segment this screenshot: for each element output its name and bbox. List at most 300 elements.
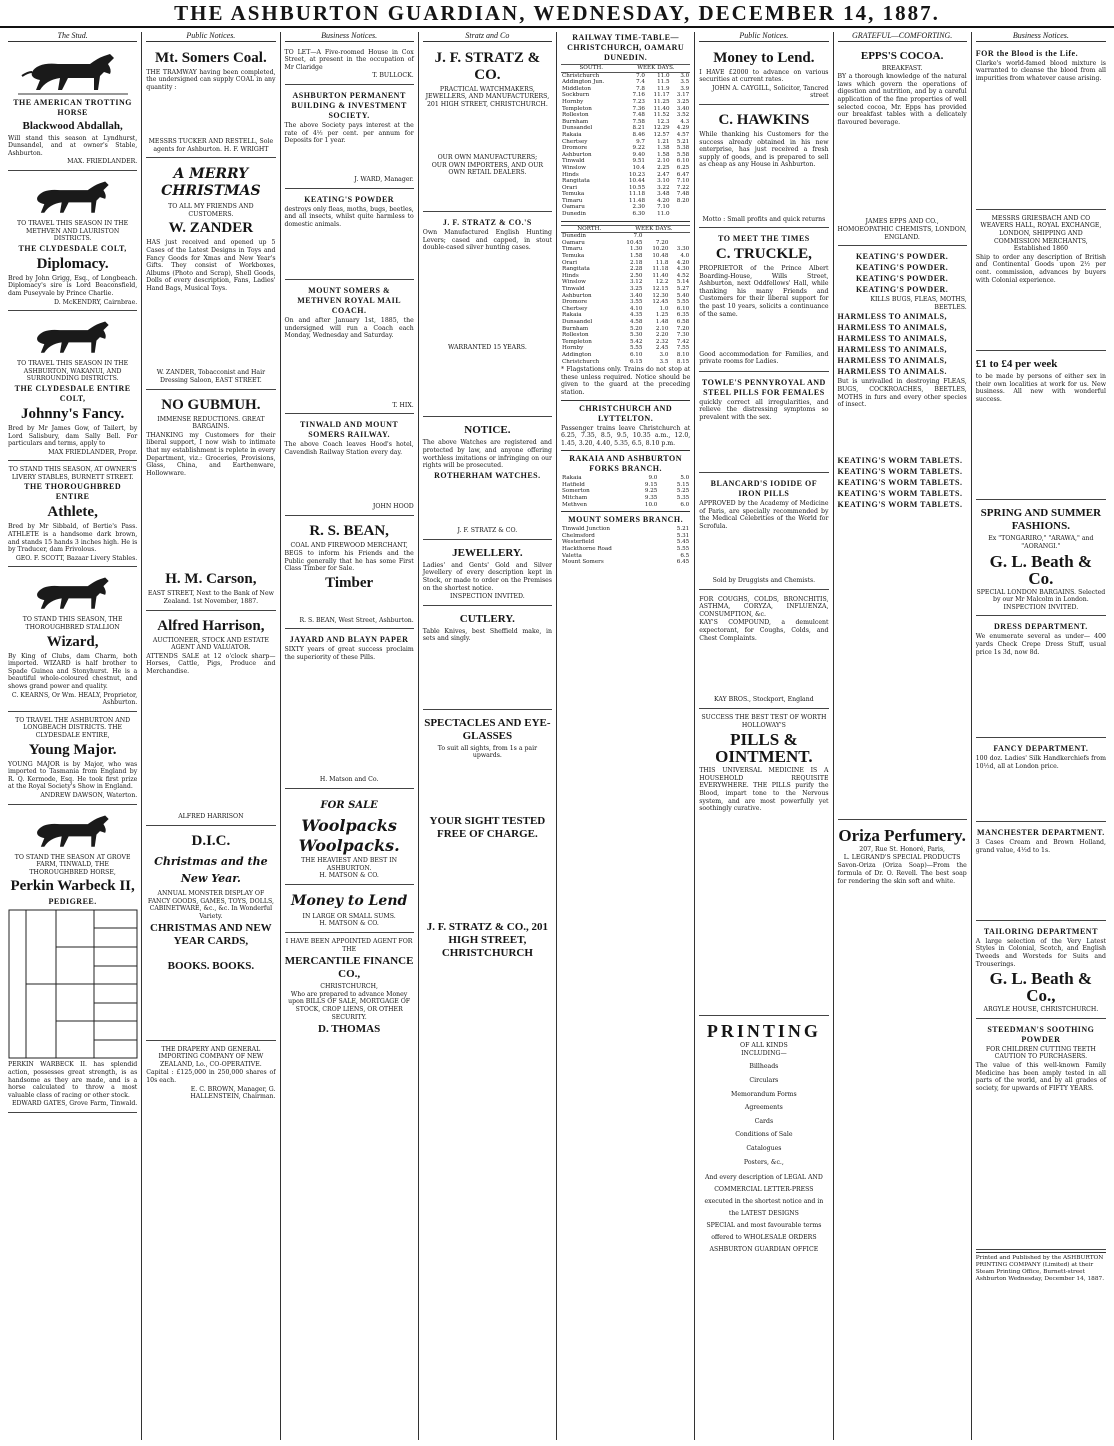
ad-body: 100 doz. Ladies' Silk Handkerchiefs from 10½d, all at London price. [975,755,1106,770]
ad-signature: EDWARD GATES, Grove Farm, Tinwald. [11,1100,138,1108]
station-name: Sockburn [562,92,590,99]
departure-time: 7.20 [676,325,690,332]
ad-steedman [976,1021,1106,1250]
ad-keating [285,191,414,280]
departure-time: 2.28 [629,266,643,273]
timetable-row [561,152,690,159]
ad-subtitle: 207, Rue St. Honoré, Paris, [859,846,945,854]
ad-name: OUR OWN MANUFACTURERS; [437,153,538,161]
departure-time: 12.15 [652,286,669,292]
ad-body: On and after January 1st, 1885, the undersigned will run a Coach each Monday, Wednesday and Saturday. [284,317,414,340]
worm-line: KEATING'S WORM TABLETS. [837,489,963,499]
column-railway [557,32,695,1440]
horse-name: Athlete, [47,504,98,521]
horse-name: Blackwood Abdallah, [22,119,123,132]
timetable-row [561,502,690,509]
printing-item: Posters, &c., [743,1158,784,1166]
printer-imprint: Printed and Published by the ASHBURTON PRINTING COMPANY (Limited) at their Steam Printing Office, Burnett-street Ashburton Wednesday, December 14, 1887. [976,1252,1106,1283]
ad-epps-cocoa [838,45,967,247]
branch-lyttelton-body: Passenger trains leave Christchurch at 6.25, 7.35, 8.5, 9.5, 10.35 a.m., 12.0, 1.45, 3.20, 4.40, 5.35, 6.5, 8.10 p.m. [561,424,691,447]
ad-stratz-main [423,45,552,213]
ad-blancard [699,475,828,590]
departure-time: 8.46 [632,131,645,138]
station-name: Methven [562,501,587,508]
ad-title: Money to Lend. [713,49,815,66]
ad-subtitle: BREAKFAST. [881,64,923,72]
column-business-notices-2 [972,32,1110,1440]
ad-title: KEATING'S POWDER [304,194,395,204]
timetable-row [561,299,690,306]
departure-time: 7.0 [633,233,643,240]
timetable-row [561,546,690,553]
ad-title: THE AMERICAN TROTTING HORSE [13,97,133,117]
departure-time [671,211,691,218]
timetable-south [561,64,690,218]
departure-time: 6.10 [676,305,690,312]
departure-time: 6.30 [632,211,645,218]
timetable-rakaia [561,475,690,508]
ad-body: Table Knives, best Sheffield make, in sets and singly. [422,627,552,643]
departure-time: 4.57 [676,131,690,138]
ad-title: TO STAND THE SEASON AT GROVE FARM, TINWALD, THE THOROUGHBRED HORSE, [14,853,131,876]
printing-item: Cards [754,1117,774,1125]
timetable-row [561,211,690,218]
departure-time [669,233,690,240]
departure-time: 2.18 [629,259,643,266]
ad-body: Who are prepared to advance Money upon BILLS OF SALE, MORTGAGE OF STOCK, CROP LIENS, OR OTHER SECURITY. [288,990,411,1021]
ad-body: HAS just received and opened up 5 Cases of the Latest Designs in Toys and Fancy Goods for Xmas and New Year's Gifts. They consist of Workboxes, Albums (Photo and Scrap), Shell Goods, Dolls of every description, Fans, Ladies' Hand Bags, Musical Toys. [146,239,276,292]
station-name: Chertsey [562,305,588,312]
ad-mercantile-finance [285,935,414,1042]
ad-signature: Motto : Small profits and quick returns [702,215,826,223]
ad-body: ATTENDS SALE at 12 o'clock sharp—Horses, Cattle, Pigs, Produce and Merchandise. [146,652,276,676]
keating-line: KEATING'S POWDER. [855,263,949,273]
departure-time: 3.25 [629,286,643,292]
ad-body: A large selection of the Very Latest Styles in Colonial, Scotch, and English Tweeds and Worsteds for Suits and Trouserings. [975,937,1106,968]
timetable-row [561,72,690,79]
station-name: Burnham [562,325,589,332]
ad-name: G. L. Beath & Co., [989,969,1093,1006]
horse-name: Wizard, [46,633,99,650]
timetable-row [561,253,690,260]
ad-title: TO TRAVEL THIS SEASON IN THE ASHBURTON, WAKANUI, AND SURROUNDING DISTRICTS. [17,360,129,383]
departure-time: 5.40 [676,292,690,299]
departure-time: 1.58 [629,253,643,260]
station-name: Middleton [562,85,591,92]
branch-lyttelton-title: CHRISTCHURCH AND LYTTELTON. [579,403,673,423]
ad-title: NO GUBMUH. [161,396,261,413]
ad-body: The above Coach leaves Hood's hotel, Cavendish Railway Station every day. [284,441,414,456]
harmless-line: HARMLESS TO ANIMALS, [837,356,948,366]
station-name: Oamaru [562,204,585,211]
departure-time: 2.25 [657,164,670,171]
ad-signature: Sold by Druggists and Chemists. [712,577,816,585]
ad-signature: J. F. STRATZ & CO. [457,527,518,535]
ad-title: Money to Lend [290,892,408,909]
branch-rakaia-title: RAKAIA AND ASHBURTON FORKS BRANCH. [569,454,682,474]
horse-illustration-icon [23,574,123,614]
timetable-row [561,339,690,346]
station-name: Temuka [562,253,585,260]
timetable-row [561,158,690,165]
ad-signature: ALFRED HARRISON [178,813,244,821]
ad-title: TAILORING DEPARTMENT [983,926,1098,936]
ad-athlete [8,463,137,567]
ad-tailoring-dept [976,923,1106,1019]
timetable-row [561,475,690,482]
ad-signature: T. BULLOCK. [372,72,414,80]
ad-carson [146,392,275,611]
price-list [146,92,275,138]
station-name: Dunsandel [562,318,593,325]
ad-name: INCLUDING— [741,1049,787,1057]
ad-title: TO TRAVEL THE ASHBURTON AND LONGBEACH DISTRICTS. THE CLYDESDALE ENTIRE, [15,716,131,739]
ad-body: to be made by persons of either sex in their own localities at work for us. New business. All new with wonderful success. [975,372,1106,403]
station-name: Hinds [562,171,579,178]
ad-beath-fashions [976,502,1106,616]
column-public-notices-2 [695,32,833,1440]
station-name: Addington [562,351,592,358]
departure-time: 7.55 [676,345,690,352]
pedigree-chart-icon [8,909,138,1059]
ad-body: THIS UNIVERSAL MEDICINE IS A HOUSEHOLD REQUISITE EVERYWHERE. THE PILLS purify the Blood, impart tone to the Nervous system, and are most powerfully yet soothingly curative. [699,767,829,813]
station-name: Burnham [562,118,589,125]
station-name: Orari [562,259,578,266]
ad-body: THE TRAMWAY having been completed, the undersigned can supply COAL in any quantity : [146,68,276,91]
timetable-row [561,319,690,326]
departure-time: 7.23 [632,98,645,105]
harmless-line: HARMLESS TO ANIMALS, [837,334,948,344]
ad-signature: OUR OWN IMPORTERS, AND OUR OWN RETAIL DEALERS. [431,161,544,177]
timetable-row [561,86,690,93]
departure-time: 10.48 [652,253,669,260]
station-name: Tinwald [562,158,585,165]
timetable-row [561,198,690,205]
ad-signature: WARRANTED 15 YEARS. [447,344,527,351]
departure-time: 11.17 [653,92,670,99]
station-name: Tinwald [562,286,585,292]
departure-time: 9.15 [644,481,658,488]
station-name: Hatfield [562,481,585,488]
ad-name: CAUTION TO PURCHASERS. [994,1053,1088,1061]
horse-name: Young Major. [28,741,117,758]
ad-body: Ladies' and Gents' Gold and Silver Jewellery of every description kept in Stock, or made to order on the Premises on the shortest notice. [422,561,552,592]
departure-time: 2.47 [657,171,670,178]
departure-time: 1.48 [655,318,669,325]
ad-subtitle: THE CLYDESDALE ENTIRE COLT, [14,383,131,403]
departure-time: 3.48 [657,191,670,198]
column-heading: Business Notices. [285,32,414,42]
departure-time: 12.3 [657,118,670,125]
ad-body: Capital : £125,000 in 250,000 shares of 10s each. [146,1069,276,1084]
departure-time: 6.15 [629,358,643,365]
departure-time: 3.0 [659,351,669,358]
timetable-row [561,482,690,489]
ad-name: G. L. Beath & Co. [989,551,1093,588]
ad-kays-compound [699,592,828,709]
ad-title: £1 to £4 per week [975,357,1058,370]
departure-time: 2.45 [655,345,669,352]
ad-signature: SPECIAL and most favourable terms offered to WHOLESALE ORDERS ASHBURTON GUARDIAN OFFICE [706,1222,822,1254]
departure-time: 2.20 [655,332,669,339]
ad-signature: KAY BROS., Stockport, England [714,696,814,704]
departure-time: 7.0 [636,72,645,79]
ad-body: SIXTY years of great success proclaim the superiority of these Pills. [284,646,414,661]
departure-time: 5.25 [676,488,690,495]
ad-subtitle: COAL AND FIREWOOD MERCHANT, [290,541,408,549]
ad-stratz-watches [423,214,552,417]
ad-tinwald-railway [285,416,414,515]
column-stud [4,32,142,1440]
ad-signature: D. McKENDRY, Cairnbrae. [53,298,138,306]
ad-title: BLANCARD'S IODIDE OF IRON PILLS [710,479,818,499]
departure-time: 5.45 [676,539,690,546]
ad-body: But is unrivalled in destroying FLEAS, BUGS, COCKROACHES, BEETLES, MOTHS in furs and every other species of insect. [837,378,967,409]
station-name: Rangitata [562,178,590,185]
departure-time: 3.30 [676,246,690,253]
ad-signature: H. MATSON & CO. [319,920,379,928]
departure-time: 3.17 [676,92,690,99]
departure-time: 3.5 [680,79,690,86]
ad-caygill [699,45,828,105]
ad-title: DRESS DEPARTMENT. [994,622,1088,632]
branch-mount-somers-title: MOUNT SOMERS BRANCH. [568,515,684,525]
departure-time: 12.2 [655,279,669,286]
ad-subtitle: Christmas and the New Year. [154,854,268,885]
departure-time: 1.58 [657,151,670,158]
ad-griesbach [976,212,1106,351]
horse-illustration-icon [23,812,123,852]
ad-title: FOR the Blood is the Life. [975,48,1079,58]
timetable-row [561,139,690,146]
departure-time: 4.20 [657,197,670,204]
ad-body: Bred by Mr Sibbald, of Bertie's Pass. ATHLETE is a handsome dark brown, and stands 15 hands 3 inches high. He is by Traducer, dam Frivolous. [8,523,138,554]
timetable-row [561,233,690,240]
ad-subtitle: FOR CHILDREN CUTTING TEETH [985,1045,1096,1053]
ad-body: SPECIAL LONDON BARGAINS. Selected by our Mr Malcolm in London. [976,588,1106,604]
ad-title: TO MEET THE TIMES [718,234,810,244]
harmless-line: HARMLESS TO ANIMALS, [837,323,948,333]
departure-time: 1.25 [655,312,669,319]
departure-time: 10.23 [628,171,645,178]
ad-signature: INSPECTION INVITED. [1003,603,1079,611]
timetable-row [561,185,690,192]
printing-item: Memorandum Forms [731,1090,797,1098]
timetable-row [561,286,690,293]
ad-stratz-jewellery [423,542,552,606]
departure-time: 11.0 [657,211,670,218]
ad-name: ROTHERHAM WATCHES. [434,470,541,480]
station-name: Timaru [562,246,583,253]
column-heading: GRATEFUL—COMFORTING. [838,32,967,42]
timetable-north [561,225,690,365]
ad-subtitle: AUCTIONEER, STOCK AND ESTATE AGENT AND VALUATOR. [152,636,269,652]
station-name: Dunedin [562,211,586,218]
column-business-notices [281,32,419,1440]
timetable-row [561,273,690,280]
station-name: Hackthorne Road [562,546,612,553]
station-name: Mount Somers [562,559,604,566]
departure-time: 7.8 [636,85,645,92]
departure-time: 6.47 [676,171,690,178]
departure-time: 2.30 [632,204,645,211]
ad-title: J. F. STRATZ & CO.'S [442,218,532,228]
ad-mt-somers-coal [146,45,275,159]
ad-subtitle: OF ALL KINDS [740,1042,788,1050]
ad-body: We enumerate several as under— 400 yards Check Crepe Dress Stuff, usual price 1s 3d, now 8d. [975,633,1106,656]
printing-item: Circulars [749,1076,779,1084]
ad-title: SUCCESS THE BEST TEST OF WORTH [701,714,827,721]
timetable-row [561,488,690,495]
departure-time: 3.25 [676,98,690,105]
departure-time: 9.25 [644,488,658,495]
harmless-line: HARMLESS TO ANIMALS, [837,312,948,322]
departure-time: 5.15 [676,481,690,488]
departure-time: 7.4 [636,79,645,86]
departure-time: 9.22 [632,145,645,152]
departure-time: 7.58 [632,118,645,125]
ad-pills [285,631,414,789]
departure-time: 11.9 [657,85,670,92]
timetable-row [561,204,690,211]
ad-signature: H. Matson and Co. [319,776,379,784]
ad-title: TINWALD AND MOUNT SOMERS RAILWAY. [299,420,399,440]
departure-time: 3.9 [680,85,690,92]
timetable-row [561,106,690,113]
ad-building-society [285,87,414,189]
ad-title: Mt. Somers Coal. [155,49,267,66]
departure-time: 4.30 [676,266,690,273]
departure-time: 11.25 [653,98,670,105]
ad-title: TO STAND THIS SEASON, AT OWNER'S LIVERY STABLES, BURNETT STREET. [8,466,137,481]
departure-time: 7.48 [632,112,645,119]
ad-name: H. M. Carson, [165,571,257,588]
ad-dic-company [146,1043,275,1105]
departure-time: 6.10 [629,351,643,358]
ad-clarkes-blood-mixture [976,45,1106,210]
departure-time: 3.52 [676,112,690,119]
departure-time: 11.48 [628,197,645,204]
ad-body: Bred by Mr James Gow, of Tailert, by Lord Salisbury, dam Sally Bell. For particulars and terms, apply to [8,424,138,448]
south-heading: SOUTH. [561,65,621,73]
ad-mail-coach [285,282,414,414]
ad-title: SPECTACLES AND EYE-GLASSES [424,716,551,742]
departure-time: 6.0 [680,501,690,508]
ad-bean [285,518,414,630]
departure-time: 6.35 [676,312,690,319]
timetable-row [561,246,690,253]
harmless-line: HARMLESS TO ANIMALS, [837,345,948,355]
departure-time: 3.22 [657,184,670,191]
ad-body: Bred by John Grigg, Esq., of Longbeach. Diplomacy's sire is Lord Beaconsfield, dam Puseyvale by Prince Charlie. [8,274,138,297]
timetable-row [561,165,690,172]
departure-time: 3.5 [659,358,669,365]
station-name: Rakaia [562,131,582,138]
departure-time: 10.20 [652,246,669,253]
ad-body: Will stand this season at Lyndhurst, Dunsandel, and at owner's Stable, Ashburton. [8,134,138,157]
station-name: Dunsandel [562,125,593,132]
ad-harrison [146,613,275,826]
ad-to-let [285,45,414,85]
ad-name: W. ZANDER [168,220,254,237]
ad-title: Alfred Harrison, [157,617,265,634]
keating-line: KEATING'S POWDER. [855,252,949,262]
departure-time: 4.10 [629,305,643,312]
departure-time: 7.10 [657,204,670,211]
ad-signature: MAX. FRIEDLANDER. [67,158,138,166]
ad-signature: D. THOMAS [318,1023,381,1036]
ad-signature: E. C. BROWN, Manager, G. HALLENSTEIN, Chairman. [190,1085,276,1101]
departure-time: 9.40 [632,151,645,158]
ad-title: Oriza Perfumery. [838,826,966,846]
departure-time: 5.14 [676,279,690,286]
printing-item: Conditions of Sale [735,1131,793,1139]
station-name: Rakaia [562,475,582,482]
ad-body: ANNUAL MONSTER DISPLAY OF FANCY GOODS, GAMES, TOYS, DOLLS, CABINETWARE, &c., &c. In Wonderful Variety. [147,889,274,920]
departure-time: 7.48 [676,191,690,198]
station-name: Rolleston [562,112,589,119]
timetable-row [561,352,690,359]
timetable-row [561,240,690,247]
ad-title: FOR COUGHS, COLDS, BRONCHITIS, ASTHMA, CORYZA, INFLUENZA, CONSUMPTION, &c. [699,595,829,618]
horse-name: Johnny's Fancy. [20,405,125,422]
timetable-row [561,79,690,86]
ad-name: YOUR SIGHT TESTED FREE OF CHARGE. [429,815,546,841]
station-name: Hinds [562,272,579,279]
station-name: Mitcham [562,495,588,502]
timetable-row [561,112,690,119]
departure-time: 5.35 [676,495,690,502]
timetable-row [561,553,690,560]
ad-woolpacks [285,791,414,885]
ad-title: SPRING AND SUMMER FASHIONS. [980,507,1102,533]
masthead [0,0,1114,28]
timetable-row [561,178,690,185]
ad-body: Own Manufactured English Hunting Levers; cased and capped, in stout double-cased silver hunting cases. [422,229,552,252]
station-name: Chelmsford [562,532,595,539]
ad-subtitle: THE THOROUGHBRED ENTIRE [24,482,122,502]
ad-perkin-warbeck [8,807,137,1113]
ad-body: By King of Clubs, dam Charm, both imported. WIZARD is half brother to Spade Guinea and Stonyhurst. He is a beautiful whole-coloured chestnut, and shows grand power and quality. [8,652,138,690]
departure-time [671,204,691,211]
station-name: Hornby [562,98,584,105]
station-name: Timaru [562,197,583,204]
ad-body: Clarke's world-famed blood mixture is warranted to cleanse the blood from all impurities from whatever cause arising. [975,59,1106,82]
station-name: Hornby [562,345,584,352]
ad-title: MOUNT SOMERS & METHVEN ROYAL MAIL COACH. [297,286,402,316]
timetable-notes: * Flagstations only. Trains do not stop at these unless required. Notice should be given to the guard at the preceding station. [561,366,691,396]
station-name: Oamaru [562,239,585,246]
horse-illustration-icon [23,178,123,218]
ad-title: TO STAND THIS SEASON, THE THOROUGHBRED STALLION [22,616,123,632]
column-heading: The Stud. [8,32,137,42]
ad-signature: MAX FRIEDLANDER, Propr. [48,448,138,456]
departure-time: 11.8 [655,259,669,266]
station-name: Christchurch [562,72,600,79]
newspaper-columns [4,32,1110,1440]
ad-signature: EAST STREET, Next to the Bank of New Zealand. 1st November, 1887. [147,590,274,606]
horse-illustration-icon [23,318,123,358]
departure-time: 5.31 [676,532,690,539]
timetable-row [561,539,690,546]
station-name: Dromore [562,299,588,306]
ad-title: KILLS BUGS, FLEAS, MOTHS, BEETLES. [870,296,967,311]
ad-body: I HAVE £2000 to advance on various securities at current rates. [699,68,829,84]
column-heading: Public Notices. [146,32,275,42]
ad-diplomacy [8,173,137,311]
timetable-row [561,266,690,273]
timetable-row [561,306,690,313]
